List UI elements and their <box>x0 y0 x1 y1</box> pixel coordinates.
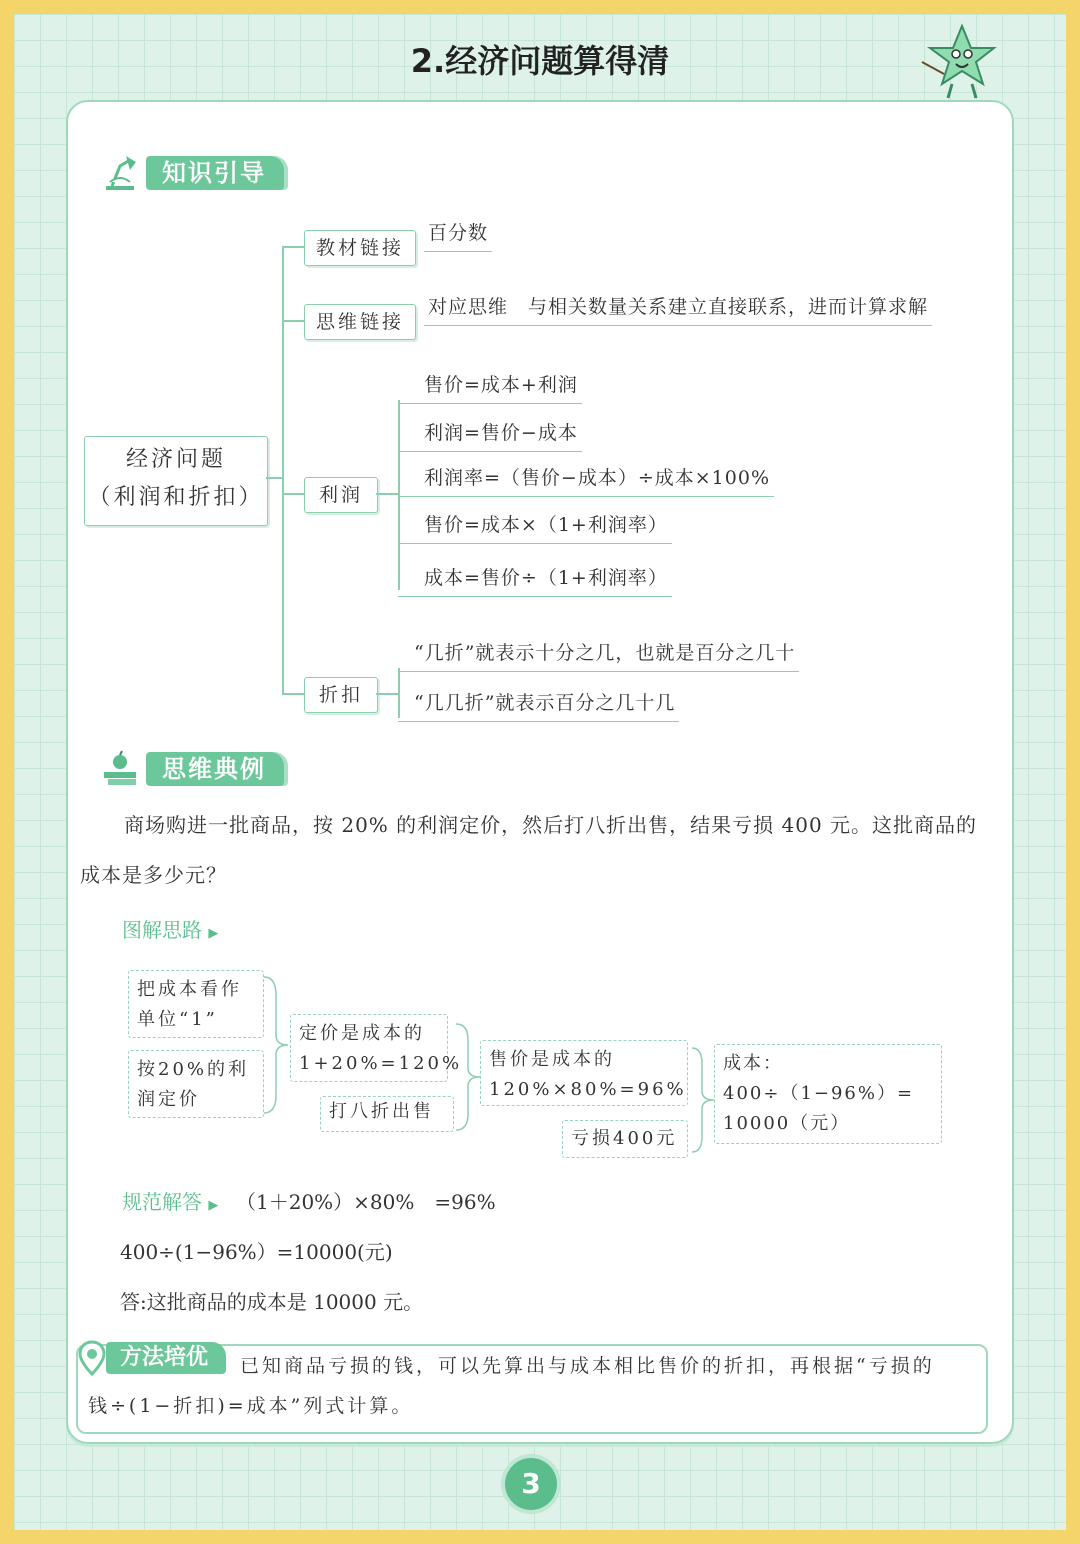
diagram-label-text: 图解思路 <box>122 918 202 942</box>
mindmap-root-line2: （利润和折扣） <box>88 485 264 510</box>
branch-textbook-link: 教材链接 <box>304 230 416 266</box>
diagram-box-discount: 打八折出售 <box>320 1096 454 1132</box>
books-apple-icon <box>100 748 140 788</box>
diagram-box-cost-line3: 10000（元） <box>723 1113 851 1134</box>
leaf-profit-formula-5: 成本=售价÷（1+利润率） <box>398 563 672 597</box>
mindmap-root-line1: 经济问题 <box>125 447 226 472</box>
method-tip-line2: 钱÷(1−折扣)=成本”列式计算。 <box>88 1395 414 1417</box>
connector <box>282 320 304 322</box>
diagram-box-sale-price-line1: 售价是成本的 <box>489 1049 615 1070</box>
diagram-box-list-price <box>290 1014 463 1082</box>
connector <box>282 246 304 248</box>
diagram-box-cost <box>714 1044 942 1144</box>
diagram-box-cost-line2: 400÷（1−96%）= <box>723 1083 915 1104</box>
leaf-profit-formula-2: 利润=售价−成本 <box>398 418 582 452</box>
diagram-box-unit-line1: 把成本看作 <box>137 979 242 1000</box>
connector <box>266 477 282 479</box>
diagram-box-list-price-line1: 定价是成本的 <box>299 1023 425 1044</box>
triangle-right-icon: ▶ <box>208 926 219 941</box>
section-title-knowledge: 知识引导 <box>146 156 284 190</box>
answer-step-2: 400÷(1−96%）=10000(元) <box>120 1240 393 1264</box>
diagram-label <box>122 914 218 943</box>
answer-step-1: （1＋20%）×80% =96% <box>236 1190 496 1214</box>
lamp-icon <box>100 152 140 192</box>
triangle-right-icon: ▶ <box>208 1198 219 1213</box>
diagram-box-unit-line2: 单位“1” <box>137 1009 218 1030</box>
mindmap-root <box>84 436 268 526</box>
diagram-box-sale-price-line2: 120%×80%=96% <box>489 1079 687 1100</box>
method-tip-line1: 已知商品亏损的钱，可以先算出与成本相比售价的折扣，再根据“亏损的 <box>240 1355 935 1377</box>
answer-label <box>122 1186 218 1215</box>
brace-1 <box>262 975 292 1115</box>
page-title: 2.经济问题算得清 <box>410 42 670 80</box>
diagram-box-cost-line1: 成本： <box>723 1053 783 1074</box>
section-title-example: 思维典例 <box>146 752 284 786</box>
leaf-profit-formula-3: 利润率=（售价−成本）÷成本×100% <box>398 463 774 497</box>
leaf-percent: 百分数 <box>424 218 492 252</box>
leaf-discount-1: “几折”就表示十分之几，也就是百分之几十 <box>398 638 799 672</box>
connector <box>282 493 304 495</box>
answer-label-text: 规范解答 <box>122 1190 202 1214</box>
connector <box>376 493 398 495</box>
branch-discount: 折扣 <box>304 677 378 713</box>
diagram-box-markup-line1: 按20%的利 <box>137 1059 250 1080</box>
diagram-box-unit <box>128 970 264 1038</box>
diagram-box-loss: 亏损400元 <box>562 1120 688 1158</box>
connector <box>282 246 284 694</box>
branch-thinking-link: 思维链接 <box>304 304 416 340</box>
star-mascot-icon <box>918 22 998 102</box>
problem-text-line2: 成本是多少元？ <box>80 863 227 887</box>
leaf-profit-formula-4: 售价=成本×（1+利润率） <box>398 510 672 544</box>
answer-final: 答:这批商品的成本是 10000 元。 <box>120 1290 424 1314</box>
page-number: 3 <box>505 1458 557 1510</box>
location-pin-icon <box>78 1340 106 1376</box>
method-tip-tag: 方法培优 <box>106 1342 226 1374</box>
connector <box>376 693 398 695</box>
leaf-profit-formula-1: 售价=成本+利润 <box>398 370 582 404</box>
connector <box>282 693 304 695</box>
diagram-box-sale-price <box>480 1040 688 1106</box>
diagram-box-list-price-line2: 1+20%=120% <box>299 1053 463 1074</box>
problem-text-line1: 商场购进一批商品，按 20% 的利润定价，然后打八折出售，结果亏损 400 元。这批商品的 <box>124 813 978 837</box>
leaf-discount-2: “几几折”就表示百分之几十几 <box>398 688 679 722</box>
diagram-box-markup <box>128 1050 264 1118</box>
diagram-box-markup-line2: 润定价 <box>137 1089 200 1110</box>
leaf-mapping-thinking: 对应思维 与相关数量关系建立直接联系，进而计算求解 <box>424 292 932 326</box>
branch-profit: 利润 <box>304 477 378 513</box>
